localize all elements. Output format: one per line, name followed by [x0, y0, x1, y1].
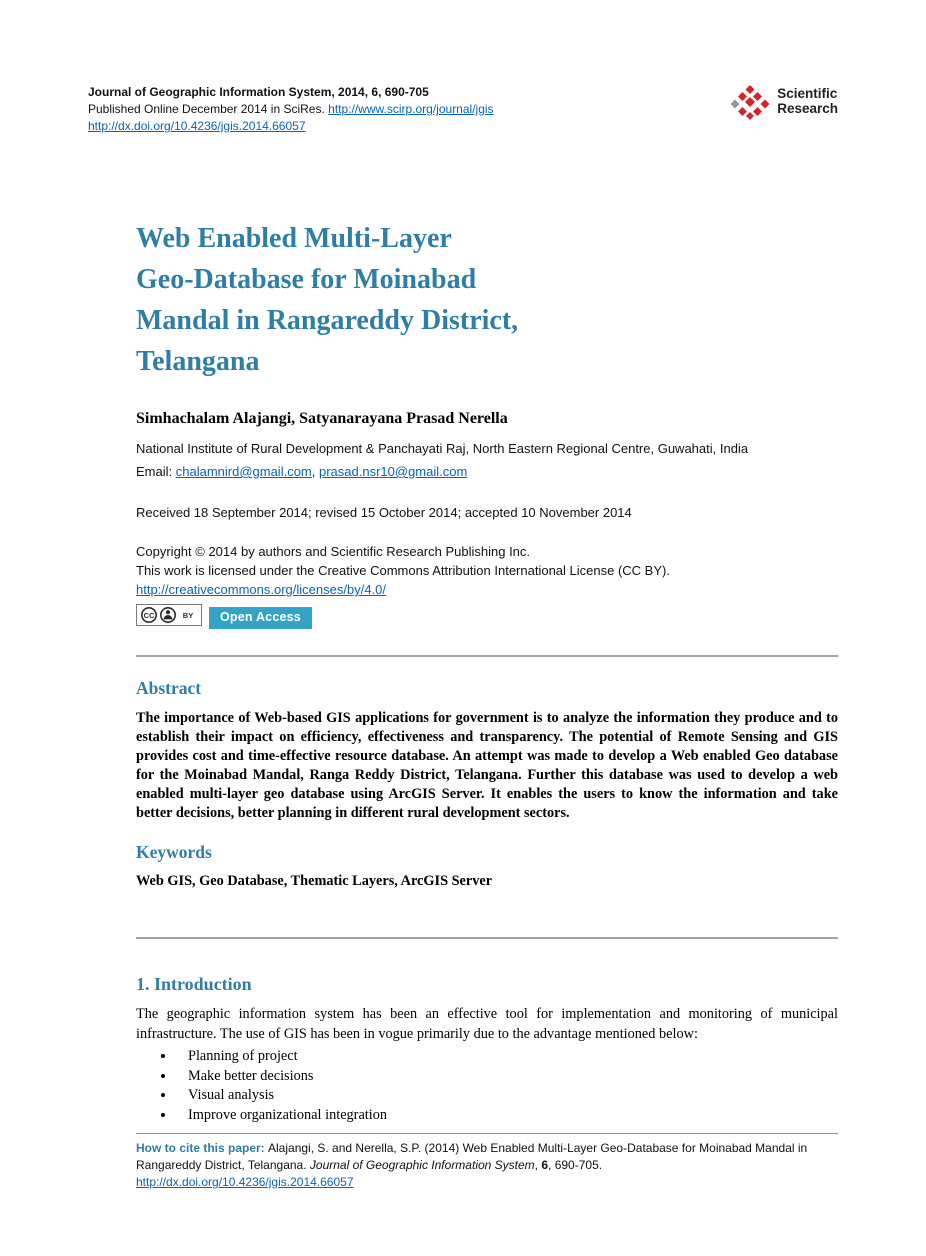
- published-line: [88, 101, 494, 118]
- page-header: [88, 84, 838, 135]
- advantage-bullet-list: [136, 1047, 838, 1125]
- introduction-heading: 1. Introduction: [136, 974, 252, 994]
- copyright-line-2: This work is licensed under the Creative Commons Attribution International License (CC BY).: [136, 563, 670, 578]
- page-footer: [136, 1133, 838, 1191]
- cc-by-badge[interactable]: [136, 604, 202, 631]
- scirp-logo-mark-icon: [730, 84, 770, 122]
- bullet-item: • Visual analysis: [176, 1086, 838, 1106]
- cite-volume: 6: [541, 1157, 549, 1172]
- email-separator: ,: [311, 464, 319, 479]
- footer-divider: [136, 1133, 838, 1134]
- license-link-line: [136, 580, 838, 599]
- divider-bottom: [136, 937, 838, 939]
- title-line: Telangana: [136, 346, 260, 377]
- introduction-section: [136, 973, 838, 1125]
- email-line: [136, 463, 838, 480]
- title-block: [136, 218, 838, 631]
- keywords-heading: Keywords: [136, 842, 212, 862]
- divider-top: [136, 655, 838, 657]
- cc-by-badge-icon: [136, 604, 202, 626]
- abstract-block: [136, 655, 838, 891]
- journal-citation-line: Journal of Geographic Information System, 2014, 6, 690-705: [88, 85, 429, 99]
- journal-info: [88, 84, 494, 135]
- doi-line: [88, 118, 494, 135]
- svg-text:BY: BY: [182, 611, 194, 620]
- published-prefix: Published Online December 2014 in SciRes.: [88, 102, 329, 116]
- paper-title: [136, 218, 838, 382]
- title-line: Geo-Database for Moinabad: [136, 264, 477, 295]
- authors-line: Simhachalam Alajangi, Satyanarayana Prasad Nerella: [136, 410, 508, 427]
- bullet-item: • Planning of project: [176, 1047, 838, 1067]
- copyright-line-1: Copyright © 2014 by authors and Scientific Research Publishing Inc.: [136, 544, 531, 559]
- logo-word-research: Research: [777, 101, 838, 116]
- open-access-badge[interactable]: Open Access: [209, 607, 312, 629]
- copyright-block: [136, 542, 838, 631]
- abstract-text: The importance of Web-based GIS applications for government is to analyze the information they produce and to establish their impact on efficiency, effectiveness and transparency. The potential of Remote Sensing and GIS provides cost and time-effective resource database. An attempt was made to develop a Web enabled Geo database for the Moinabad Mandal, Ranga Reddy District, Telangana. Further this database was used to develop a web enabled multi-layer geo database using ArcGIS Server. It enables the users to know the information and take better decisions, better planning in different rural development sectors.: [136, 710, 838, 821]
- keywords-text: Web GIS, Geo Database, Thematic Layers, ArcGIS Server: [136, 873, 493, 889]
- cite-body: Alajangi, S. and Nerella, S.P. (2014) Web Enabled Multi-Layer Geo-Database for Moinabad Mandal in Rangareddy District, Telangana.: [136, 1141, 808, 1172]
- citation-text: [136, 1140, 838, 1173]
- title-line: Mandal in Rangareddy District,: [136, 305, 519, 336]
- cite-pages: , 690-705.: [548, 1157, 603, 1172]
- abstract-heading: Abstract: [136, 678, 202, 698]
- received-line: Received 18 September 2014; revised 15 October 2014; accepted 10 November 2014: [136, 505, 632, 520]
- logo-word-scientific: Scientific: [777, 86, 838, 101]
- introduction-paragraph: The geographic information system has been an effective tool for implementation and monitoring of municipal infrastructure. The use of GIS has been in vogue primarily due to the advantage mentioned below:: [136, 1006, 838, 1042]
- email-prefix: Email:: [136, 464, 176, 479]
- cc-license-link[interactable]: http://creativecommons.org/licenses/by/4.0/: [136, 582, 387, 597]
- header-doi-link[interactable]: http://dx.doi.org/10.4236/jgis.2014.66057: [88, 119, 306, 133]
- footer-doi-link[interactable]: http://dx.doi.org/10.4236/jgis.2014.66057: [136, 1175, 354, 1189]
- svg-text:CC: CC: [143, 611, 155, 620]
- cite-separator: ,: [534, 1157, 542, 1172]
- bullet-item: • Improve organizational integration: [176, 1106, 838, 1126]
- scirp-logo: [730, 84, 838, 122]
- bullet-item: • Make better decisions: [176, 1067, 838, 1087]
- license-badges: [136, 604, 838, 631]
- cite-label: How to cite this paper:: [136, 1141, 269, 1155]
- cite-journal-name: Journal of Geographic Information System: [309, 1157, 535, 1172]
- title-line: Web Enabled Multi-Layer: [136, 223, 452, 254]
- email-link-2[interactable]: prasad.nsr10@gmail.com: [319, 464, 468, 479]
- affiliation-line: National Institute of Rural Development & Panchayati Raj, North Eastern Regional Centre, Guwahati, India: [136, 441, 749, 456]
- journal-homepage-link[interactable]: http://www.scirp.org/journal/jgis: [328, 102, 494, 116]
- scirp-logo-text: [777, 84, 838, 116]
- email-link-1[interactable]: chalamnird@gmail.com: [175, 464, 312, 479]
